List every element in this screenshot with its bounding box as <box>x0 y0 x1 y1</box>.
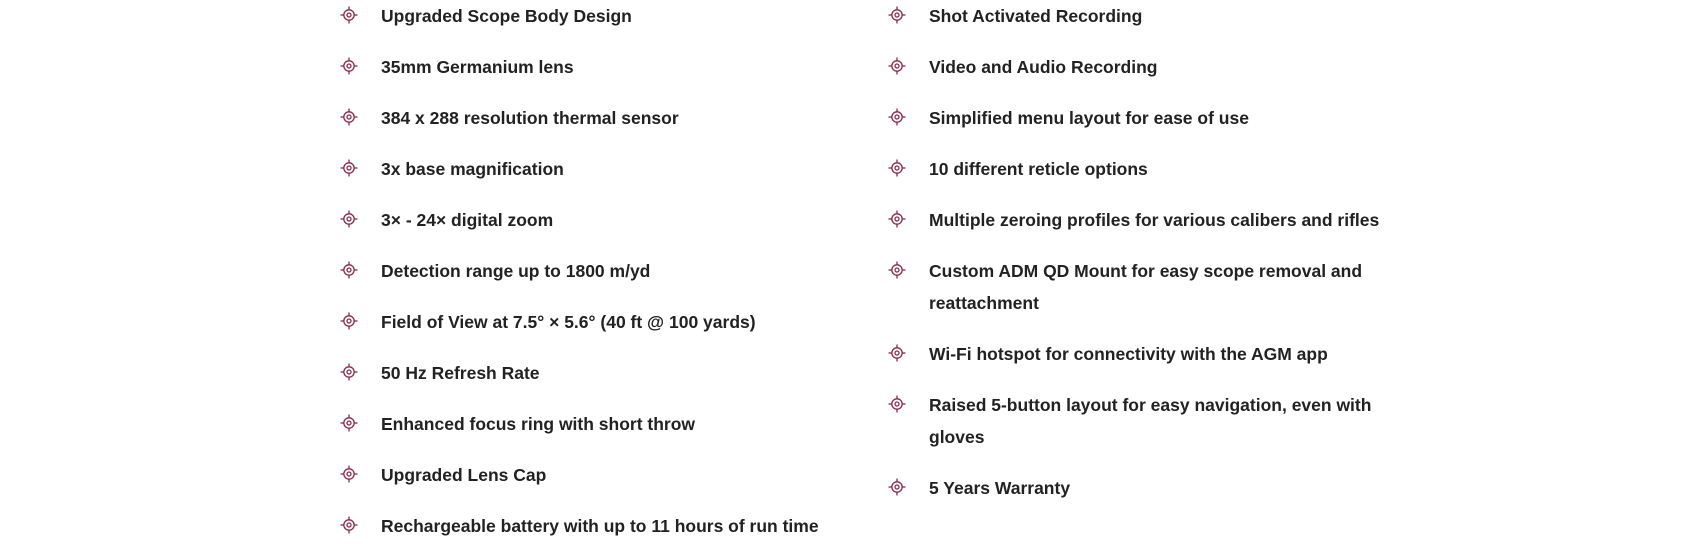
feature-item <box>340 306 860 338</box>
feature-item <box>340 357 860 389</box>
feature-text: Simplified menu layout for ease of use <box>929 108 1249 128</box>
feature-item <box>340 0 860 32</box>
feature-text: 3x base magnification <box>381 159 564 179</box>
crosshair-icon <box>340 6 358 24</box>
feature-text: 5 Years Warranty <box>929 478 1071 498</box>
feature-text: 35mm Germanium lens <box>381 57 574 77</box>
feature-text: 50 Hz Refresh Rate <box>381 363 540 383</box>
feature-item <box>340 255 860 287</box>
feature-item <box>888 102 1408 134</box>
feature-column-right <box>888 0 1408 523</box>
crosshair-icon <box>340 414 358 432</box>
crosshair-icon <box>340 516 358 534</box>
feature-item <box>340 510 860 542</box>
feature-text: Custom ADM QD Mount for easy scope removal and reattachment <box>929 261 1363 313</box>
crosshair-icon <box>340 108 358 126</box>
feature-item <box>888 338 1408 370</box>
feature-item <box>340 408 860 440</box>
feature-item <box>888 0 1408 32</box>
feature-list <box>340 0 1420 550</box>
crosshair-icon <box>888 6 906 24</box>
feature-item <box>888 153 1408 185</box>
feature-text: Multiple zeroing profiles for various calibers and rifles <box>929 210 1380 230</box>
feature-item <box>340 153 860 185</box>
crosshair-icon <box>340 261 358 279</box>
feature-item <box>340 102 860 134</box>
feature-text: Raised 5-button layout for easy navigation, even with gloves <box>929 395 1372 447</box>
crosshair-icon <box>340 210 358 228</box>
feature-text: Upgraded Scope Body Design <box>381 6 632 26</box>
feature-item <box>340 459 860 491</box>
feature-item <box>888 51 1408 83</box>
feature-item <box>340 204 860 236</box>
crosshair-icon <box>888 159 906 177</box>
crosshair-icon <box>888 210 906 228</box>
feature-text: Video and Audio Recording <box>929 57 1158 77</box>
crosshair-icon <box>340 159 358 177</box>
crosshair-icon <box>888 261 906 279</box>
feature-text: Field of View at 7.5° × 5.6° (40 ft @ 100 yards) <box>381 312 756 332</box>
crosshair-icon <box>888 344 906 362</box>
feature-text: Enhanced focus ring with short throw <box>381 414 696 434</box>
feature-item <box>888 389 1408 453</box>
feature-text: Rechargeable battery with up to 11 hours of run time <box>381 516 819 536</box>
feature-text: 10 different reticle options <box>929 159 1148 179</box>
crosshair-icon <box>888 478 906 496</box>
feature-text: Shot Activated Recording <box>929 6 1143 26</box>
crosshair-icon <box>340 465 358 483</box>
crosshair-icon <box>340 363 358 381</box>
feature-text: Detection range up to 1800 m/yd <box>381 261 651 281</box>
feature-text: Wi-Fi hotspot for connectivity with the AGM app <box>929 344 1328 364</box>
feature-item <box>888 204 1408 236</box>
feature-text: 3× - 24× digital zoom <box>381 210 554 230</box>
feature-item <box>888 255 1408 319</box>
crosshair-icon <box>340 312 358 330</box>
feature-text: Upgraded Lens Cap <box>381 465 547 485</box>
crosshair-icon <box>340 57 358 75</box>
feature-column-left <box>340 0 860 550</box>
feature-item <box>340 51 860 83</box>
feature-text: 384 x 288 resolution thermal sensor <box>381 108 679 128</box>
crosshair-icon <box>888 395 906 413</box>
crosshair-icon <box>888 108 906 126</box>
crosshair-icon <box>888 57 906 75</box>
feature-item <box>888 472 1408 504</box>
